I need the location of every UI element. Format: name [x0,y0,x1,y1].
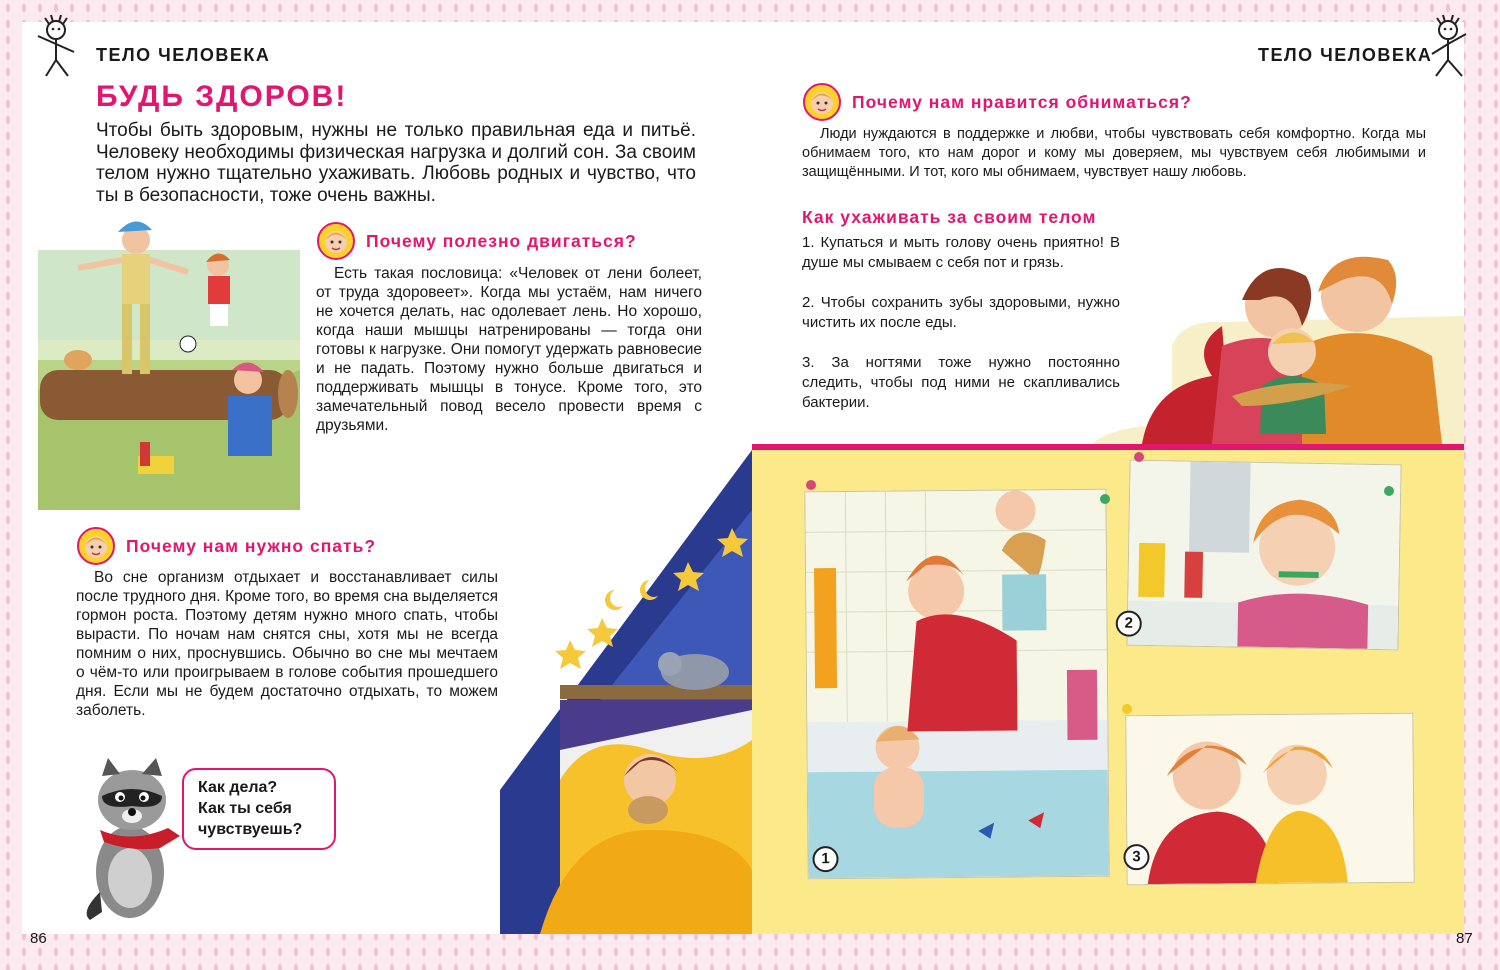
care-item-1: 1. Купаться и мыть голову очень приятно! В душе мы смываем с себя пот и грязь. [802,234,1120,271]
section-heading-care: Как ухаживать за своим телом [802,207,1097,227]
photo-nails [1125,713,1414,886]
page-header: ТЕЛО ЧЕЛОВЕКА [96,45,271,65]
intro-text: Чтобы быть здоровым, нужны не только правильная еда и питьё. Человеку необходимы физическая нагрузка и долгий сон. За своим телом нужно тщательно ухаживать. Любовь родных и чувство, что ты в безопасности, тоже очень важны. [96,120,696,206]
raccoon-illustration [80,752,190,922]
question-heading-move [316,221,637,261]
stick-figure-icon [1420,14,1476,80]
page-title: БУДЬ ЗДОРОВ! [96,80,348,113]
pin-icon [1100,494,1110,504]
girl-face-icon [802,82,842,122]
girl-face-icon [316,221,356,261]
care-list [802,233,1120,433]
photo-number: 3 [1123,844,1149,870]
speech-bubble [182,768,336,850]
care-item-2: 2. Чтобы сохранить зубы здоровыми, нужно чистить их после еды. [802,294,1120,331]
photo-number: 2 [1116,610,1142,636]
teeth-brushing-illustration [1127,461,1400,650]
care-item-3: 3. За ногтями тоже нужно постоянно следить, чтобы под ними не скапливались бактерии. [802,354,1120,411]
speech-line-1: Как дела? [198,779,278,796]
stick-figure-icon [28,14,84,80]
pin-icon [1134,452,1144,462]
section-heading: Почему нам нравится обниматься? [852,91,1192,112]
section-heading: Почему полезно двигаться? [366,230,637,251]
pin-icon [1122,704,1132,714]
family-hug-illustration [1092,236,1464,444]
board-top-stripe [752,444,1464,450]
section-text-hug: Люди нуждаются в поддержке и любви, чтобы чувствовать себя комфортно. Когда мы обнимаем того, кто нам дорог и кому мы доверяем, мы чувствуем себя любимыми и защищёнными. И тот, кого мы обнимаем, чувствует нашу любовь. [802,126,1426,180]
page-number: 86 [30,930,47,947]
question-heading-sleep [76,526,376,566]
speech-line-2: Как ты себя [198,800,292,817]
photo-bath [804,489,1109,880]
pin-icon [1384,486,1394,496]
page-number: 87 [1456,930,1473,947]
pin-icon [806,480,816,490]
section-text-sleep: Во сне организм отдыхает и восстанавливает силы после трудного дня. Кроме того, во время сна выделяется гормон роста. Поэтому детям нужно много спать, чтобы вырасти. По ночам нам снятся сны, хотя мы не всегда помним о них, проснувшись. Обычно во сне мы мечтаем о чём-то или проигрываем в голове события прошедшего дня. Если мы не будем достаточно отдыхать, то можем заболеть. [76,569,498,719]
photo-number: 1 [812,846,838,872]
section-heading: Почему нам нужно спать? [126,535,377,556]
photo-teeth [1126,460,1401,651]
girl-face-icon [76,526,116,566]
kids-playing-illustration [38,210,300,510]
sleeping-girl-illustration [500,450,752,934]
page-header: ТЕЛО ЧЕЛОВЕКА [1258,45,1433,65]
speech-line-3: чувствуешь? [198,821,303,838]
section-text-move: Есть такая пословица: «Человек от лени болеет, от труда здоровеет». Когда мы устаём, нам ничего не хочется делать, нас одолевает лень. Но хорошо, когда наши мышцы натренированы — тогда они готовы к нагрузке. Они помогут удержать равновесие и не падать. Поэтому нужно больше двигаться и поддерживать мышцы в тонусе. Кроме того, это замечательный повод весело провести время с друзьями. [316,265,702,434]
question-heading-hug [802,82,1192,122]
nail-care-illustration [1126,714,1413,884]
bath-illustration [805,490,1108,879]
